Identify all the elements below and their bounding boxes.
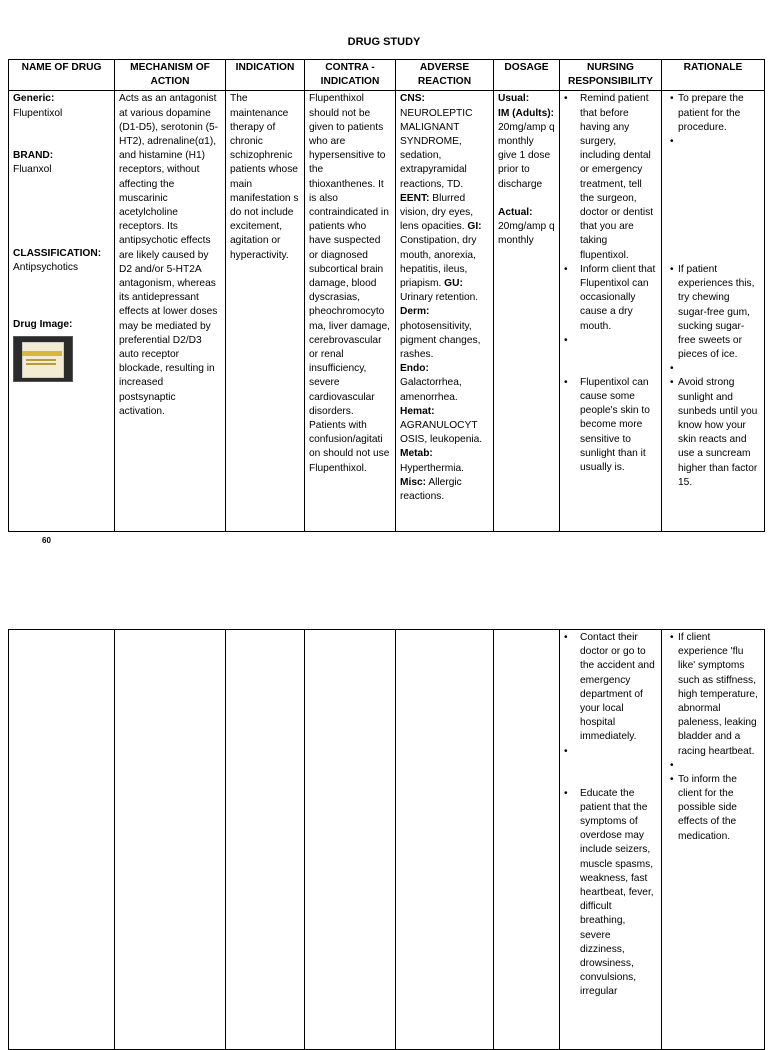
hemat-text: AGRANULOCYT OSIS, leukopenia. (400, 420, 483, 446)
name-of-drug-cell (9, 91, 115, 532)
cns-label: CNS: (400, 93, 425, 105)
list-item: • Educate the patient that the symptoms of overdose may include seizers, muscle spasms, weakness, fast heartbeat, fever, difficult breathing, severe dizziness, drowsiness, convulsions, irregular (562, 787, 657, 1000)
cns-text: NEUROLEPTIC MALIGNANT SYNDROME, sedation, extrapyramidal reactions, TD. (400, 107, 473, 190)
im-label: IM (Adults): (498, 107, 555, 119)
list-item: • To inform the client for the possible side effects of the medication. (670, 773, 760, 844)
brand-name: Fluanxol (13, 164, 52, 176)
usual-label: Usual: (498, 93, 530, 105)
header-name-of-drug: NAME OF DRUG (9, 60, 115, 91)
list-item: • If patient experiences this, try chewing sugar-free gum, sucking sugar-free sweets or pieces of ice. (670, 263, 760, 362)
gu-text: Urinary retention. (400, 292, 479, 304)
header-indication: INDICATION (226, 60, 305, 91)
classification-label: CLASSIFICATION: (13, 248, 102, 260)
header-mechanism: MECHANISM OF ACTION (115, 60, 226, 91)
header-adverse-reaction: ADVERSE REACTION (396, 60, 494, 91)
empty-cell (396, 630, 494, 1050)
brand-label: BRAND: (13, 149, 54, 161)
nursing-responsibility-cell (560, 630, 662, 1050)
eent-label: EENT: (400, 192, 430, 204)
list-item: • Contact their doctor or go to the accident and emergency department of your local hospital immediately. (562, 631, 657, 745)
drug-image (13, 336, 73, 382)
list-item: • If client experience 'flu like' symptoms such as stiffness, high temperature, abnormal paleness, leaking bladder and a racing heartbeat. (670, 631, 760, 759)
usual-dosage: 20mg/amp q monthly give 1 dose prior to discharge (498, 121, 555, 190)
dosage-cell (494, 91, 560, 532)
header-rationale: RATIONALE (662, 60, 765, 91)
endo-label: Endo: (400, 363, 429, 375)
empty-cell (9, 630, 115, 1050)
misc-text: Allergic reactions. (400, 476, 462, 503)
list-item: • To prepare the patient for the procedure. (670, 92, 760, 135)
page-number: 60 (42, 536, 51, 545)
header-contraindication: CONTRA - INDICATION (305, 60, 396, 91)
table-row (9, 91, 765, 532)
drug-image-label: Drug Image: (13, 318, 73, 330)
generic-label: Generic: (13, 93, 55, 105)
empty-cell (305, 630, 396, 1050)
gi-label: GI: (467, 221, 482, 233)
actual-label: Actual: (498, 206, 533, 218)
eent-text: Blurred vision, dry eyes, lens opacities. (400, 192, 474, 233)
derm-label: Derm: (400, 306, 430, 318)
header-nursing-responsibility: NURSING RESPONSIBILITY (560, 60, 662, 91)
table-row (9, 630, 765, 1050)
empty-cell (115, 630, 226, 1050)
indication-cell: The maintenance therapy of chronic schizophrenic patients whose main manifestation s do not include excitement, agitation or hyperactivity. (226, 91, 305, 532)
derm-text: photosensitivity, pigment changes, rashes. (400, 320, 481, 361)
rationale-cell (662, 91, 765, 532)
metab-text: Hyperthermia. (400, 462, 464, 474)
empty-cell (494, 630, 560, 1050)
empty-cell (226, 630, 305, 1050)
list-item: • Remind patient that before having any surgery, including dental or emergency treatment, tell the surgeon, doctor or dentist that you are taking flupentixol. (562, 92, 657, 262)
generic-name: Flupentixol (13, 107, 63, 119)
classification-value: Antipsychotics (13, 262, 79, 274)
nursing-responsibility-cell (560, 91, 662, 532)
list-item: • Flupentixol can cause some people's skin to become more sensitive to sunlight than it usually is. (562, 376, 657, 475)
contraindication-cell: Flupenthixol should not be given to patients who are hypersensitive to the thioxanthenes. It is also contraindicated in patients who have suspected or diagnosed subcortical brain damage, blood dyscrasias, pheochromocyto ma, liver damage, cerebrovascular or renal insufficiency, severe cardiovascular disorders. Patients with confusion/agitati on should not use Flupenthixol. (305, 91, 396, 532)
rationale-cell (662, 630, 765, 1050)
adverse-reaction-cell (396, 91, 494, 532)
list-item: • Inform client that Flupentixol can occasionally cause a dry mouth. (562, 263, 657, 334)
header-dosage: DOSAGE (494, 60, 560, 91)
page-title: DRUG STUDY (347, 36, 421, 48)
metab-label: Metab: (400, 448, 433, 460)
misc-label: Misc: (400, 476, 427, 488)
drug-study-table (8, 59, 765, 532)
endo-text: Galactorrhea, amenorrhea. (400, 377, 462, 403)
header-row (9, 60, 765, 91)
drug-study-table-continued (8, 629, 765, 1050)
actual-dosage: 20mg/amp q monthly (498, 221, 555, 247)
list-item: • Avoid strong sunlight and sunbeds until you know how your skin reacts and use a suncream higher than factor 15. (670, 376, 760, 490)
gi-text: Constipation, dry mouth, anorexia, hepatitis, ileus, priapism. (400, 235, 477, 290)
mechanism-cell: Acts as an antagonist at various dopamine (D1-D5), serotonin (5-HT2), adrenaline(α1), and histamine (H1) receptors, without affecting the muscarinic acetylcholine receptors. Its antipsychotic effects are likely caused by D2 and/or 5-HT2A antagonism, whereas its antidepressant effects at lower doses may be mediated by preferential D2/D3 auto receptor blockade, resulting in increased postsynaptic activation. (115, 91, 226, 532)
hemat-label: Hemat: (400, 405, 435, 417)
gu-label: GU: (444, 278, 463, 290)
